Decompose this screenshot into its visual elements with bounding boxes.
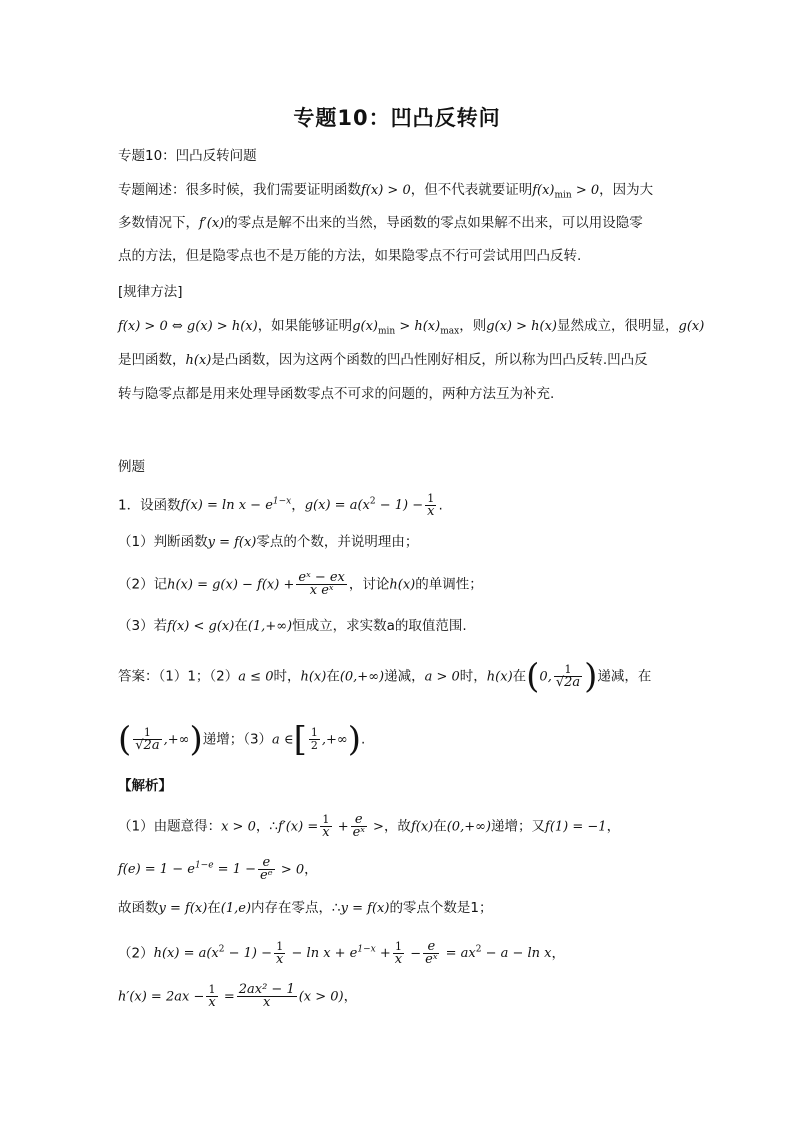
intro-text-1b: ，但不代表就要证明 <box>410 182 533 198</box>
formula-fprime: f′(x) <box>199 216 225 231</box>
method-label: [规律方法] <box>118 284 183 300</box>
formula-fmin: $f(x)_{min} > 0$ <box>532 183 600 201</box>
method-text-4: 是凹函数， <box>118 352 186 368</box>
solution-line-3: 故函数y = f(x)在(1,e)内存在零点，∴y = f(x)的零点个数是1； <box>118 900 493 916</box>
formula-a-in: a ∈ <box>272 732 294 748</box>
answer-line-1: 答案：（1）1；（2）a ≤ 0时，h(x)在(0,+∞)递减，a > 0时，h(x)在(0, $\frac{1}{√2a}$ )递减，在 <box>118 656 652 697</box>
formula-fprime-def: f′(x) = <box>277 819 319 835</box>
fraction-1-over-sqrt2a-b: $\frac{1}{√2a}$ <box>135 726 160 753</box>
formula-x-gt-0: x > 0 <box>221 819 256 835</box>
formula-y-eq-fx: y = f(x) <box>207 535 257 550</box>
intro-text-1c: ，因为大 <box>599 182 654 198</box>
interval-1-e: (1,e) <box>220 901 252 916</box>
formula-fx-gt0: f(x) > 0 <box>361 183 411 198</box>
formula-gmin-hmax: $g(x)_{min} > h(x)_{max}$ <box>352 319 460 337</box>
fraction-s5-1: $\frac{1}{x}$ <box>208 983 216 1010</box>
subquestion-3: （3）若f(x) < g(x)在(1,+∞)恒成立，求实数a的取值范围. <box>118 618 467 634</box>
answer-line-2: ( $\frac{1}{√2a}$ ,+∞)递增；（3）a ∈[ $\frac{1}{2}$ ,+∞). <box>118 719 366 760</box>
example-question <box>118 492 678 518</box>
formula-hprime: h′(x) = 2ax − <box>118 989 205 1005</box>
fraction-1-over-2: $\frac{1}{2}$ <box>310 726 318 752</box>
fraction-s4-2: $\frac{1}{x}$ <box>394 939 403 967</box>
fraction-h-term: $\frac{\text{eˣ − ex}}{\text{x eˣ}}$ <box>298 570 345 598</box>
method-text-2: ，则 <box>459 318 487 334</box>
method-line-2 <box>118 350 678 371</box>
answer-label: 答案： <box>118 668 159 685</box>
fraction-s4-1: $\frac{1}{x}$ <box>276 939 284 967</box>
formula-gx: g(x) <box>678 319 705 334</box>
formula-g-gt-h: g(x) > h(x) <box>486 319 558 334</box>
formula-hx: h(x) <box>185 353 212 368</box>
formula-equivalence: f(x) > 0 ⇔ g(x) > h(x) <box>118 319 258 334</box>
subquestion-2: （2）记h(x) = g(x) − f(x) + $\frac{\text{eˣ − ex}}{\text{x eˣ}}$ ，讨论h(x)的单调性； <box>118 570 483 598</box>
fraction-s4-3: $\frac{e}{\text{eˣ}}$ <box>425 938 438 967</box>
method-text-1: ，如果能够证明 <box>257 318 353 334</box>
question-prefix: 1．设函数 <box>118 497 181 514</box>
page-title: 专题10：凹凸反转问 <box>293 106 501 130</box>
solution-line-4: $(2)h(x) = a(x^2 - 1)$ − $\frac{1}{x}$ − $\ln x + e^{1-x}$ + $\frac{1}{x}$ − $\frac{e}{\text{eˣ}}$ = $ax^2 - a - \ln x$， <box>118 938 565 967</box>
method-text-5: 是凸函数，因为这两个函数的凹凸性刚好相反，所以称为凹凸反转.凹凸反 <box>211 352 648 368</box>
solution-line-1: （1）由题意得：x > 0，∴f′(x) = $\frac{1}{x}$ + $\frac{e}{\text{eˣ}}$ >，故f(x)在(0,+∞)递增；又f(1) = −1， <box>118 812 621 840</box>
question-end: . <box>438 497 443 514</box>
solution-line-5: h′(x) = 2ax − $\frac{1}{x}$ = $\frac{\text{2ax² − 1}}{x}$ (x > 0)， <box>118 982 358 1010</box>
cond-a-gt-0: a > 0 <box>424 669 460 685</box>
formula-f-lt-g: f(x) < g(x) <box>167 619 235 634</box>
subtitle: 专题10：凹凸反转问题 <box>118 148 257 164</box>
solution-label: 【解析】 <box>118 778 172 794</box>
fraction-s1-1: $\frac{1}{x}$ <box>322 813 330 840</box>
formula-f-def: $f(x) = \ln x - e^{1-x}$ <box>180 497 292 514</box>
subquestion-1: （1）判断函数y = f(x)零点的个数，并说明理由； <box>118 534 419 550</box>
formula-hx-a1: h(x) <box>300 669 327 685</box>
fraction-s2: $\frac{e}{\text{eᵉ}}$ <box>259 854 273 883</box>
fraction-s5-2: $\frac{\text{2ax² − 1}}{x}$ <box>238 982 295 1010</box>
fraction-s1-2: $\frac{e}{\text{eˣ}}$ <box>352 812 365 840</box>
cond-a-le-0: a ≤ 0 <box>238 669 274 685</box>
fraction-1-over-sqrt2a: $\frac{1}{√2a}$ <box>555 663 581 690</box>
formula-hx-a2: h(x) <box>486 669 513 685</box>
intro-label: 专题阐述： <box>118 182 186 198</box>
interval-0-inf: (0,+∞) <box>339 669 385 685</box>
formula-g-def: $g(x) = a(x^2 - 1)$ − <box>304 497 424 514</box>
formula-hx-ref: h(x) <box>389 577 416 593</box>
method-line-1 <box>118 316 705 342</box>
question-sep: ， <box>291 497 305 514</box>
intro-line-1 <box>118 180 678 206</box>
method-line-3: 转与隐零点都是用来处理导函数零点不可求的问题的，两种方法互为补充. <box>118 386 555 402</box>
formula-f1: f(1) = −1 <box>545 819 607 835</box>
intro-text-2a: 多数情况下， <box>118 215 199 231</box>
solution-line-2: $f(e) = 1 - e^{1-e} = 1$ − $\frac{e}{\text{eᵉ}}$ > 0， <box>118 854 318 883</box>
example-label: 例题 <box>118 459 145 475</box>
intro-text-2b: 的零点是解不出来的当然，导函数的零点如果解不出来，可以用设隐零 <box>224 215 643 231</box>
formula-h-def: h(x) = g(x) − f(x) + <box>167 577 295 593</box>
formula-h-expand: $h(x) = a(x^2 - 1)$ − <box>153 945 273 962</box>
intro-line-3: 点的方法，但是隐零点也不是万能的方法，如果隐零点不行可尝试用凹凸反转. <box>118 248 582 264</box>
fraction-1-over-x: $\frac{1}{x}$ <box>427 491 435 519</box>
formula-fe: $f(e) = 1 - e^{1-e} = 1$ − <box>118 861 256 878</box>
interval-1-inf: (1,+∞) <box>247 619 293 634</box>
method-text-3: 显然成立，很明显， <box>557 318 679 334</box>
intro-text-1a: 很多时候，我们需要证明函数 <box>185 182 361 198</box>
intro-line-2 <box>118 213 678 234</box>
